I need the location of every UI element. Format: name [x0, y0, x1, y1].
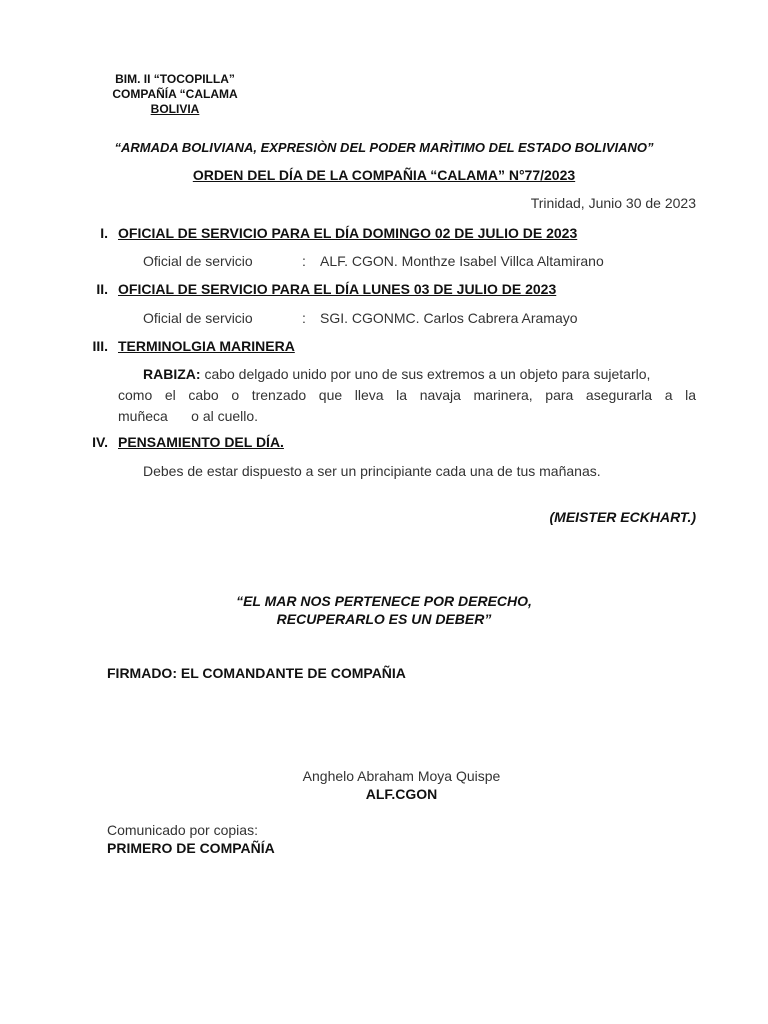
closing-motto [0, 592, 768, 628]
copies-value: PRIMERO DE COMPAÑÍA [107, 840, 275, 856]
signer-name: Anghelo Abraham Moya Quispe [302, 768, 501, 784]
motto: “ARMADA BOLIVIANA, EXPRESIÒN DEL PODER MARÌTIMO DEL ESTADO BOLIVIANO” [114, 140, 654, 155]
signer-block [0, 767, 768, 803]
signed-by: FIRMADO: EL COMANDANTE DE COMPAÑIA [107, 665, 406, 681]
section-2-field-value: SGI. CGONMC. Carlos Cabrera Aramayo [320, 310, 578, 326]
section-4-number: IV. [92, 434, 108, 450]
section-1-field-label: Oficial de servicio [143, 253, 253, 269]
thought-author: (MEISTER ECKHART.) [549, 509, 696, 525]
section-3-title: TERMINOLGIA MARINERA [118, 338, 295, 354]
unit-header-line3: BOLIVIA [150, 102, 200, 116]
definition-line-1: cabo delgado unido por uno de sus extremos a un objeto para sujetarlo, [204, 366, 651, 382]
section-3-number: III. [92, 338, 108, 354]
date-line: Trinidad, Junio 30 de 2023 [530, 195, 696, 211]
closing-motto-line2: RECUPERARLO ES UN DEBER” [276, 611, 492, 627]
section-1-field-value: ALF. CGON. Monthze Isabel Villca Altamirano [320, 253, 604, 269]
section-2-field-colon: : [302, 310, 306, 326]
section-2-number: II. [96, 281, 108, 297]
signer-rank: ALF.CGON [365, 786, 438, 802]
thought-of-the-day: Debes de estar dispuesto a ser un principiante cada una de tus mañanas. [143, 463, 601, 479]
section-1-number: I. [100, 225, 108, 241]
section-2-title: OFICIAL DE SERVICIO PARA EL DÍA LUNES 03 DE JULIO DE 2023 [118, 281, 557, 297]
terminology-term: RABIZA: [143, 366, 201, 382]
section-1-title: OFICIAL DE SERVICIO PARA EL DÍA DOMINGO 02 DE JULIO DE 2023 [118, 225, 578, 241]
order-title: ORDEN DEL DÍA DE LA COMPAÑIA “CALAMA” N°77/2023 [192, 167, 576, 183]
definition-line-2: como el cabo o trenzado que lleva la navaja marinera, para asegurarla a la [118, 387, 696, 403]
unit-header [100, 72, 250, 117]
terminology-definition [118, 364, 696, 427]
unit-header-line2: COMPAÑÍA “CALAMA [112, 87, 238, 101]
closing-motto-line1: “EL MAR NOS PERTENECE POR DERECHO, [236, 593, 532, 609]
definition-line-3: muñeca o al cuello. [118, 408, 259, 424]
section-2-field-label: Oficial de servicio [143, 310, 253, 326]
unit-header-line1: BIM. II “TOCOPILLA” [115, 72, 235, 86]
copies-label: Comunicado por copias: [107, 822, 258, 838]
section-1-field-colon: : [302, 253, 306, 269]
section-4-title: PENSAMIENTO DEL DÍA. [118, 434, 284, 450]
